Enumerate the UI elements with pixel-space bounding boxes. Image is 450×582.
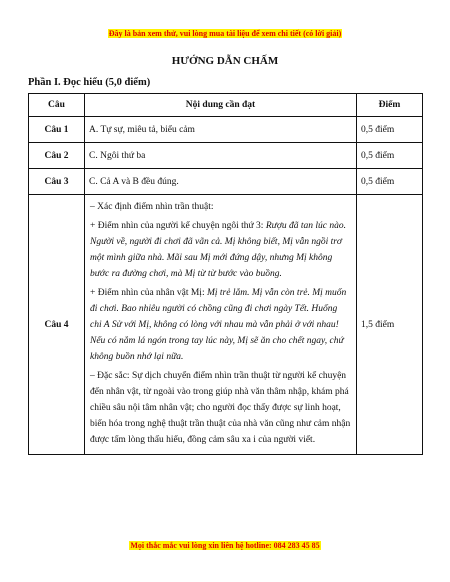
header-points: Điểm <box>357 94 423 117</box>
question-label: Câu 1 <box>29 117 85 143</box>
hotline-banner <box>0 535 450 553</box>
header-content: Nội dung cần đạt <box>85 94 357 117</box>
table-row <box>29 117 423 143</box>
table-row <box>29 195 423 455</box>
answer-points: 1,5 điểm <box>357 195 423 455</box>
character-viewpoint <box>90 285 351 365</box>
question-label: Câu 2 <box>29 143 85 169</box>
section-heading: Phần I. Đọc hiểu (5,0 điểm) <box>28 77 151 88</box>
answer-content: A. Tự sự, miêu tả, biểu cảm <box>85 117 357 143</box>
narrator-viewpoint-quote: Rượu đã tan lúc nào. Người về, người đi chơi đã vãn cả. Mị không biết, Mị vẫn ngồi trơ một mình giữa nhà. Mãi sau Mị mới đứng dậy, nhưng Mị không bước ra đường chơi, mà Mị từ từ bước vào buồng. <box>90 221 347 279</box>
answer-points: 0,5 điểm <box>357 169 423 195</box>
narrator-viewpoint <box>90 218 351 282</box>
answer-content <box>85 195 357 455</box>
table-row <box>29 169 423 195</box>
table-row <box>29 143 423 169</box>
preview-banner-text: Đây là bản xem thử, vui lòng mua tài liệu để xem chi tiết (có lời giải) <box>108 29 342 38</box>
point-of-view-intro: – Xác định điểm nhìn trần thuật: <box>90 202 214 212</box>
answer-content: C. Ngôi thứ ba <box>85 143 357 169</box>
answer-points: 0,5 điểm <box>357 143 423 169</box>
answer-points: 0,5 điểm <box>357 117 423 143</box>
preview-banner <box>0 23 450 41</box>
feature-explanation: – Đặc sắc: Sự dịch chuyển điểm nhìn trần thuật từ người kể chuyện đến nhân vật, từ ngoài vào trong giúp nhà văn thâm nhập, khám phá chiều sâu nội tâm nhân vật; cho người đọc thấy được sự linh hoạt, biến hóa trong nghệ thuật trần thuật của nhà văn cũng như cảm nhận được tấm lòng thấu hiểu, đồng cảm sâu xa i của người viết. <box>90 371 351 445</box>
table-header-row <box>29 94 423 117</box>
character-viewpoint-quote: Mị trẻ lắm. Mị vẫn còn trẻ. Mị muốn đi chơi. Bao nhiêu người có chồng cũng đi chơi ngày Tết. Huống chi A Sử với Mị, không có lòng với nhau mà vẫn phải ở với nhau! Nếu có nắm lá ngón trong tay lúc này, Mị sẽ ăn cho chết ngay, chứ không buồn nhớ lại nữa. <box>90 288 347 362</box>
page-title: HƯỚNG DẪN CHẤM <box>171 55 279 67</box>
question-label: Câu 3 <box>29 169 85 195</box>
character-viewpoint-lead: + Điểm nhìn của nhân vật Mị: <box>90 288 207 298</box>
answer-content: C. Cả A và B đều đúng. <box>85 169 357 195</box>
narrator-viewpoint-lead: + Điểm nhìn của người kể chuyện ngôi thứ 3: <box>90 221 266 231</box>
answer-table <box>28 93 423 455</box>
header-question: Câu <box>29 94 85 117</box>
hotline-banner-text: Mọi thắc mắc vui lòng xin liên hệ hotline: 084 283 45 85 <box>130 541 320 550</box>
question-label: Câu 4 <box>29 195 85 455</box>
